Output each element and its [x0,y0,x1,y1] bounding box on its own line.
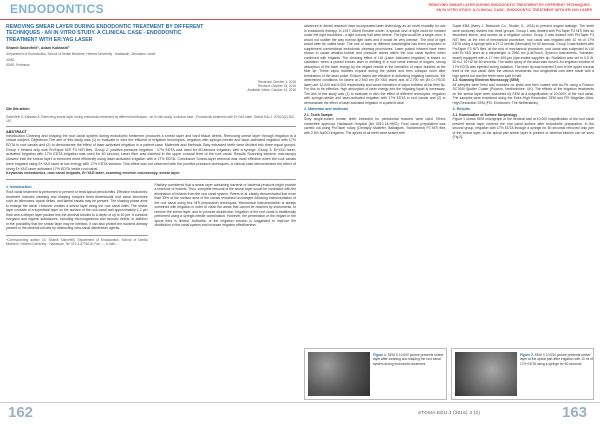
left-col2-text: Pashley considered that a smear layer containing bacteria or bacterial products might provide a reservoir of irritants. Thus, complete removal of the smear layer would be consistent with the elimination of irritants from the root canal system. Peters et al. clearly demonstrated that more than 35% of the surface area of the canals remained unchanged following instrumentation of the root canal using four NiTi preparation techniques. Mechanical instrumentation is always combined with irrigation in order to clean the areas that cannot be reached by instruments, to remove the smear layer, and to promote disinfection. Irrigation of the root canal is traditionally performed using a syringe-needle combination. However, the penetration of the irrigant in the apical third is limited. Activation of the irrigation solution is suggested to improve the distribution in the canal system and increase irrigation effectiveness. [154,182,296,228]
running-head-line-2: AN IN VITRO STUDY. A CLINICAL CASE - ENDODONTIC TREATMENT WITH ER:YAG LASER [436,8,592,12]
right-body [304,24,594,346]
footnote-rule [6,235,148,236]
section-title: ENDODONTICS [10,2,105,16]
figures-row [304,348,594,400]
tooth-sample-text: Sixty single-rooted human teeth extracted for periodontal reasons were used. Ethics committee approval, Hadassah Hospital (No 0510-14-HMO). Root canal preparation was carried out using ProTaper rotary (Dentsply Maillefer, Ballaigues, Switzerland) F3 NiTi files with 2.5% NaOCl irrigation. The apices of all teeth were sealed with [304,117,446,135]
left-body [6,183,296,247]
sem-text: All samples were fixed and mounted on stubs and then coated with Au-Pd using a Polaron SC7640 Sputter Coater (Polaron, Hertfordshire, UK). The effects of the irrigation treatments on the smear layer were examined by SEM at a magnification of 10,000X of the root canal. The samples were examined using the Extra High Resolution SEM and FEI Magellan Ultra-High Resolution SEM (FEI, Eindhoven, The Netherlands). [452,82,594,105]
authors: Shamit Sabevfelli¹, Adam Kaldashi² [6,46,70,51]
title-block [6,24,296,93]
left-page [6,24,296,400]
page-footer [0,402,600,424]
affiliation: ¹Department of Endodontics, School of Dental Medicine, Hebrew University - Hadassah, Jerusalem, Israel [6,52,156,57]
results-heading: 3. Results [452,107,470,111]
right-column-1 [304,24,446,346]
running-head [322,3,592,13]
right-page-number: 163 [562,404,588,421]
figure-2-label: Figure 2. [520,353,534,357]
footer-rule [0,402,600,403]
left-page-number: 162 [8,404,34,421]
journal-citation: STOMA.EDU.J (2016) 3 (2) [418,410,481,415]
degrees: ¹DMD ²DMD, Professor [6,58,30,67]
figure-1 [304,348,447,400]
figure-2-image [455,352,517,396]
footnote: *Corresponding author: Dr. Shamit Sabevfelli, Department of Endodontics, School of Dental Medicine, Hebrew University - Hadassah, Tel: 972-2-6776016, Fax: ..., e-mail: ... [6,238,148,247]
figure-1-caption-text: SEM X 10,000 picture presents smear layer after cleaning and shaping the root canal system during endodontic treatment [373,353,444,366]
tooth-sample-heading: 2.1. Tooth Sample [304,112,333,117]
figure-2-caption-text: SEM X 10,000 picture presents smear layer at the apical part after irrigation with 10 ml of 17% EDTA using a syringe for 60 seconds [520,353,593,366]
right-col1-text: advances in dental research have incorporated laser technology as an novel modality for use in endodontic therapy. In 1917, Albert Einstein wrote: 'a special kind of light could be created under the right conditions - a light nobody had seen before. The light would be a single color, it would not scatter the way normal light does and it would be very intense'. The kind of light would later be called laser. The use of laser at different wavelengths has been proposed to supplement conventional endodontic cleaning procedures. Laser pulsed infrared have been shown to cause ablation-bubble and pressure waves within the root canal system when combined with irrigants. The cleaning effect of LAI (Laser Activated Irrigation) is based on cavitation: when a pulsed erbium laser is emitting in a root canal instead of irrigant, strong absorption of the laser energy by the irrigant results in the formation of vapor bubbles at the fiber tip. These vapor bubbles expand during the pulses and then collapse soon after termination of the laser pulse. Erbium lasers are effective in activating irrigating solutions. We determined conditions for lasers at 2,940 nm (Er:YAG laser) and at 2,790 nm (Er,Cr:YSGG laser) are 12,000 and 6,000 respectively and cause formation of vapor bubbles at the fiber tip. For this to be effective, high absorption of laser energy into the irrigating liquid is necessary. The aim of this study was (1) to evaluate in vitro the effect of different techniques, irrigation with syringe-needle and laser-activated irrigation with 17% EDTA in root canals and (2) to demonstrate the effect of laser activated irrigation in a patient case. [304,24,446,105]
right-page [304,24,594,400]
right-column-2 [453,24,595,346]
abstract-label: ABSTRACT [6,129,27,134]
article-dates: Received: October 1, 2016 Revised: October 15, 2016 Available online: October 10, 2016 [247,80,296,93]
header-rule [0,19,600,20]
abstract-rule [6,126,296,127]
body-rule [6,179,296,180]
keywords: Keywords endodontics, root canal irrigants, Er:YAG laser, scanning electron microscopy, smear layer. [6,171,181,176]
figure-1-caption [373,353,447,366]
running-head-line-1: REMOVING SMEAR LAYER DURING ENDODONTIC TREATMENT BY DIFFERENT TECHNIQUES - [428,3,592,7]
methods-heading: 2. Materials and methods [304,107,349,111]
cite-label: Cite this article: [6,106,30,111]
results-text: Figure 1 shows SEM micrograph of the dentinal wall at 10,000 magnification of the root canal present smear layer covered the root canal surface after endodontic preparation. In the second group, irrigation with 17% EDTA through a syringe for 60 seconds removed only part of the smear layer, at the apical part smear layer is present or dentinal tubules can be seen (Fig.2). [452,117,594,139]
page-header [0,0,600,22]
figure-1-label: Figure 1. [373,353,387,357]
intro-heading: 1. Introduction [6,184,32,189]
figure-1-image [308,352,370,396]
intro-text: Root canal treatment is performed to prevent or treat apical periodontitis. Effective endodontic treatment includes cleaning and shaping complex three-dimensional root canal structures such as isthmuses, apical deltas, and lateral canals may be present. The shaping phase aims to enlarge the canal. However creates a smear layer along the root canal walls. The smear layer consists of a superficial layer on the surface of the root canal wall approximately 1-2 µm thick and a deeper layer packed into the dentinal tubules to a depth of up to 40 µm. It contains inorganic and organic substances, including microorganisms and necrotic debris. In addition to the possibility that the smear layer may be infected, it can also protect the bacteria already present in the dentinal tubules by obstructing intra-canal disinfection agents. [6,190,148,231]
figure-2 [451,348,594,400]
figure-2-caption [520,353,594,366]
right-col2-text: Super-EBA (Harry J. Bosworth Co., Skokie, IL, USA) to prevent irrigant leakage. The teeth were randomly divided into three groups. Group 1 was treated with ProTaper F3 NiTi files as described above, and served as a negative control. Group 2 was treated with ProTaper F3 NiTi files, at the end of mechanical procedure, root canal was irrigated with 10 ml of 17% EDTA using a syringe with a 27-G needle (Monoject) for 60 seconds. Group 3 was treated with ProTaper F3 NiTi files, at the end of mechanical procedure, root canal was subjected to LAI with Er:YAG laser at a wavelength of 2940 nm (LiteTouch, Syneron Instruments, Yokneam, Israel) equipped with a 17 mm 400-µm pipe-ended sapphire tip. Radiation was set to 0.5 W, 50 mJ, 10 HZ for 60 seconds. The water spray of the laser was closed. An irrigation solution of 17% EDTA was injected during radiation. The laser tip was inserted 3 mm in the upper coronal third of the root canal. After the various treatments, two longitudinal cuts were made with a high speed bur and the teeth were split in half. [452,24,594,78]
citation [6,97,296,123]
surface-heading: 3.1. Examination of Surface Morphology [452,112,518,117]
left-column-2 [155,183,297,247]
left-column-1 [6,183,148,247]
abstract-text: Introduction Cleaning and shaping the root canal system during endodontic treatment produces a smear layer and hard tissue debris. Removing smear layer through irrigation is a critical subject. Objectives The aim of this study was (1) to evaluate in vitro the efficient of irrigation techniques, irrigation with syringe-needle and laser-activated irrigation with 17% EDTA in root canals and (2) to demonstrate the effect of laser-activated irrigation in a patient case. Materials and Methods Sixty extracted teeth were divided into three equal groups: Group 1 treated only with ProTaper NiTi F3 NiTi files. Group 2: positive-pressure irrigation - 17% EDTA was used for 60-second irrigation, with a syringe. Group 3: Er:YAG laser-activated irrigation with 17% EDTA irrigation was used for 60 second, Laser fiber was inserted in the upper coronal third of the root canal. Results Scanning electron microscopy showed that the smear layer is removed most efficiently using laser-activated irrigation with a 17% EDTA. Conclusion Smear-layer removal was most effective when the root canals were irrigated using Er:YAG laser at low energy with 17% EDTA solution. This effect was not observed with the positive-pressure techniques. A clinical case demonstrates the effect of using Er:YAG laser activated 17% EDTA inside root canal. [6,133,296,171]
article-title: REMOVING SMEAR LAYER DURING ENDODONTIC TREATMENT BY DIFFERENT TECHNIQUES - AN IN VITRO STUDY. A CLINICAL CASE - ENDODONTIC TREATMENT WITH ER:YAG LASER [6,24,204,43]
cite-text: Sabevfelli S, Kaldashi A. Removing smear layer during endodontic treatment by different techniques - an in vitro study. A clinical case - Endodontic treatment with Er:YAG laser. Stoma Edu J. 2016;3(2):162-167. [6,114,295,123]
sem-heading: 2.2. Scanning Electron Microscopy (SEM) [452,78,520,82]
